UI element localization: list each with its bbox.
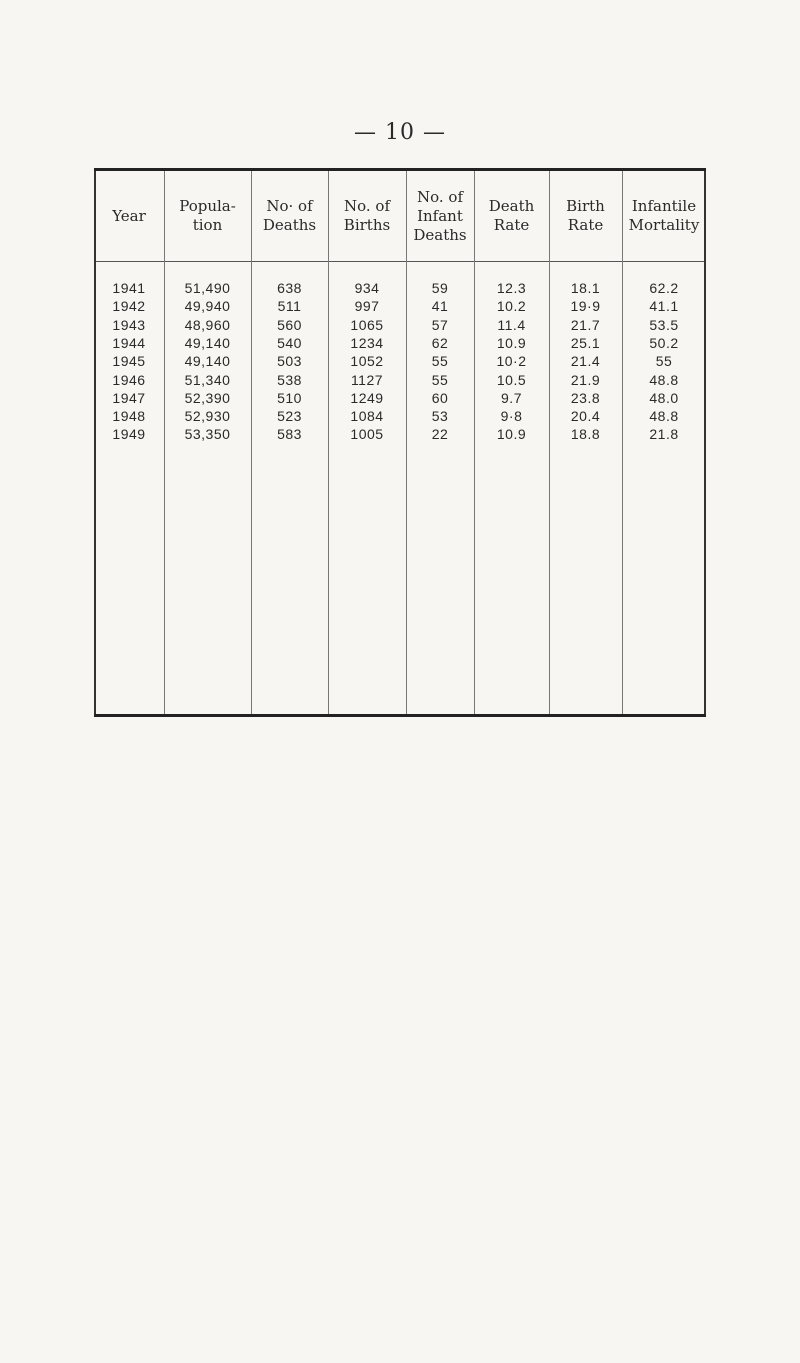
cell-year: 1948: [112, 408, 146, 425]
cell-death-rate: 10.2: [496, 298, 527, 315]
cell-birth-rate: 19·9: [570, 298, 601, 315]
cell-death-rate: 11.4: [497, 316, 526, 333]
cell-births: 1084: [350, 408, 384, 425]
cell-population: 49,140: [184, 334, 231, 351]
cell-infantile-mortality: 41.1: [649, 298, 679, 315]
header-birth-rate: Birth Rate: [566, 197, 605, 234]
cell-year: 1947: [112, 389, 146, 406]
cell-births: 1127: [350, 371, 384, 388]
cell-population: 48,960: [184, 316, 231, 333]
cell-infant-deaths: 41: [431, 298, 449, 315]
cell-birth-rate: 21.7: [570, 316, 601, 333]
cell-death-rate: 9·8: [500, 408, 523, 425]
cell-births: 934: [354, 280, 380, 296]
cell-infantile-mortality: 53.5: [649, 316, 679, 333]
cell-deaths: 503: [277, 353, 302, 370]
cell-infant-deaths: 22: [431, 426, 449, 443]
header-infant-deaths: No. of Infant Deaths: [413, 187, 467, 244]
cell-birth-rate: 21.4: [570, 353, 601, 370]
cell-infantile-mortality: 62.2: [649, 280, 679, 296]
header-death-rate: Death Rate: [488, 197, 535, 234]
header-infantile-mortality: Infantile Mortality: [628, 197, 700, 234]
table-bottom-rule: [94, 714, 706, 717]
cell-infantile-mortality: 48.8: [649, 408, 679, 425]
cell-infant-deaths: 62: [431, 334, 449, 351]
cell-population: 49,940: [184, 298, 231, 315]
cell-population: 53,350: [184, 426, 231, 443]
cell-population: 52,930: [184, 408, 231, 425]
cell-deaths: 511: [277, 298, 302, 315]
cell-infantile-mortality: 55: [655, 353, 673, 370]
cell-year: 1941: [112, 280, 146, 296]
cell-population: 51,490: [184, 280, 231, 296]
header-deaths: No· of Deaths: [262, 197, 317, 234]
cell-births: 1005: [350, 426, 384, 443]
cell-death-rate: 10.9: [496, 426, 527, 443]
cell-birth-rate: 20.4: [570, 408, 601, 425]
table-row: [94, 422, 706, 446]
cell-infant-deaths: 57: [431, 316, 449, 333]
cell-year: 1945: [112, 353, 146, 370]
cell-death-rate: 12.3: [496, 280, 527, 296]
cell-birth-rate: 23.8: [570, 389, 601, 406]
cell-deaths: 523: [277, 408, 302, 425]
cell-death-rate: 10.5: [496, 371, 527, 388]
cell-population: 51,340: [184, 371, 231, 388]
cell-year: 1943: [112, 316, 146, 333]
vital-statistics-table: [94, 168, 706, 716]
cell-infantile-mortality: 21.8: [649, 426, 679, 443]
cell-infant-deaths: 59: [431, 280, 449, 296]
page-number: — 10 —: [354, 120, 446, 145]
cell-population: 49,140: [184, 353, 231, 370]
cell-year: 1946: [112, 371, 146, 388]
header-population: Popula- tion: [179, 197, 236, 234]
cell-deaths: 638: [277, 280, 302, 296]
cell-infant-deaths: 55: [431, 353, 449, 370]
cell-death-rate: 10.9: [496, 334, 527, 351]
cell-year: 1944: [112, 334, 146, 351]
header-births: No. of Births: [343, 197, 391, 234]
cell-infantile-mortality: 48.0: [649, 389, 679, 406]
cell-birth-rate: 21.9: [570, 371, 601, 388]
header-year: Year: [112, 206, 146, 225]
cell-births: 1249: [350, 389, 384, 406]
cell-deaths: 510: [277, 389, 302, 406]
cell-death-rate: 10·2: [496, 353, 527, 370]
header-rule: [94, 261, 706, 262]
cell-year: 1942: [112, 298, 146, 315]
cell-infant-deaths: 55: [431, 371, 449, 388]
cell-death-rate: 9.7: [501, 389, 522, 406]
cell-deaths: 540: [277, 334, 302, 351]
cell-population: 52,390: [184, 389, 231, 406]
cell-infantile-mortality: 50.2: [649, 334, 679, 351]
cell-deaths: 560: [277, 316, 302, 333]
cell-infant-deaths: 60: [431, 389, 449, 406]
cell-infantile-mortality: 48.8: [649, 371, 679, 388]
cell-deaths: 538: [277, 371, 302, 388]
cell-birth-rate: 25.1: [570, 334, 601, 351]
cell-births: 997: [354, 298, 380, 315]
cell-deaths: 583: [277, 426, 302, 443]
cell-year: 1949: [112, 426, 146, 443]
cell-infant-deaths: 53: [431, 408, 449, 425]
cell-birth-rate: 18.1: [570, 280, 601, 296]
cell-births: 1065: [350, 316, 384, 333]
cell-births: 1052: [350, 353, 384, 370]
cell-births: 1234: [350, 334, 384, 351]
cell-birth-rate: 18.8: [570, 426, 601, 443]
